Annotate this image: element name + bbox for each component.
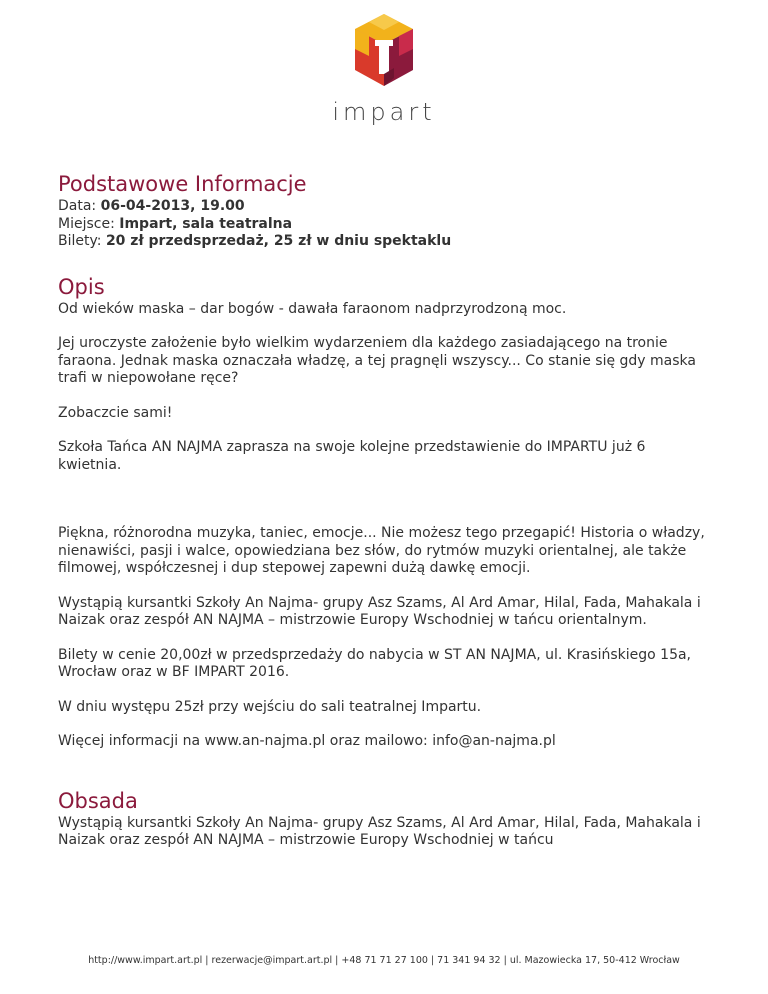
opis-paragraph: W dniu występu 25zł przy wejściu do sali teatralnej Impartu. [58, 698, 482, 715]
opis-paragraph: Od wieków maska – dar bogów - dawała faraonom nadprzyrodzoną moc. [58, 300, 567, 317]
info-tickets [58, 233, 708, 251]
obsada-text: Wystąpią kursantki Szkoły An Najma- grupy Asz Szams, Al Ard Amar, Hilal, Fada, Mahakala i Naizak oraz zespół AN NAJMA – mistrzowie Europy Wschodniej w tańcu [58, 814, 701, 848]
info-place-label: Miejsce: [58, 215, 115, 232]
main-content [58, 170, 708, 867]
opis-paragraph: Wystąpią kursantki Szkoły An Najma- grupy Asz Szams, Al Ard Amar, Hilal, Fada, Mahakala i Naizak oraz zespół AN NAJMA – mistrzowie Europy Wschodniej w tańcu orientalnym. [58, 594, 701, 628]
opis-paragraph: Bilety w cenie 20,00zł w przedsprzedaży do nabycia w ST AN NAJMA, ul. Krasińskiego 15a, Wrocław oraz w BF IMPART 2016. [58, 646, 692, 680]
spacer [58, 491, 708, 525]
impart-logo-icon [349, 12, 419, 88]
logo-wordmark: impart [332, 98, 436, 126]
opis-heading: Opis [58, 274, 105, 299]
page-footer: http://www.impart.art.pl | rezerwacje@impart.art.pl | +48 71 71 27 100 | 71 341 94 32 | ul. Mazowiecka 17, 50-412 Wrocław [88, 955, 680, 966]
info-heading: Podstawowe Informacje [58, 172, 307, 196]
opis-paragraph: Jej uroczyste założenie było wielkim wydarzeniem dla każdego zasiadającego na tronie faraona. Jednak maska oznaczała władzę, a tej pragnęli wszyscy... Co stanie się gdy maska trafi w niepowołane ręce? [58, 335, 696, 386]
info-tickets-label: Bilety: [58, 233, 102, 249]
info-date-value: 06-04-2013, 19.00 [100, 198, 245, 214]
opis-paragraph: Zobaczcie sami! [58, 404, 173, 421]
info-place-value: Impart, sala teatralna [119, 215, 293, 232]
info-date [58, 198, 708, 216]
info-tickets-value: 20 zł przedsprzedaż, 25 zł w dniu spektaklu [105, 233, 452, 249]
opis-paragraph: Piękna, różnorodna muzyka, taniec, emocje... Nie możesz tego przegapić! Historia o władzy, nienawiści, pasji i walce, opowiedziana bez słów, do rytmów muzyki orientalnej, ale także filmowej, współczesnej i dup stepowej zapewni dużą dawkę emocji. [58, 525, 705, 576]
obsada-heading: Obsada [58, 788, 138, 813]
impart-logo [0, 12, 768, 126]
info-date-label: Data: [58, 198, 97, 214]
opis-paragraph: Więcej informacji na www.an-najma.pl oraz mailowo: info@an-najma.pl [58, 733, 556, 749]
info-place [58, 216, 708, 234]
opis-paragraph: Szkoła Tańca AN NAJMA zaprasza na swoje kolejne przedstawienie do IMPARTU już 6 kwietnia. [58, 439, 646, 473]
